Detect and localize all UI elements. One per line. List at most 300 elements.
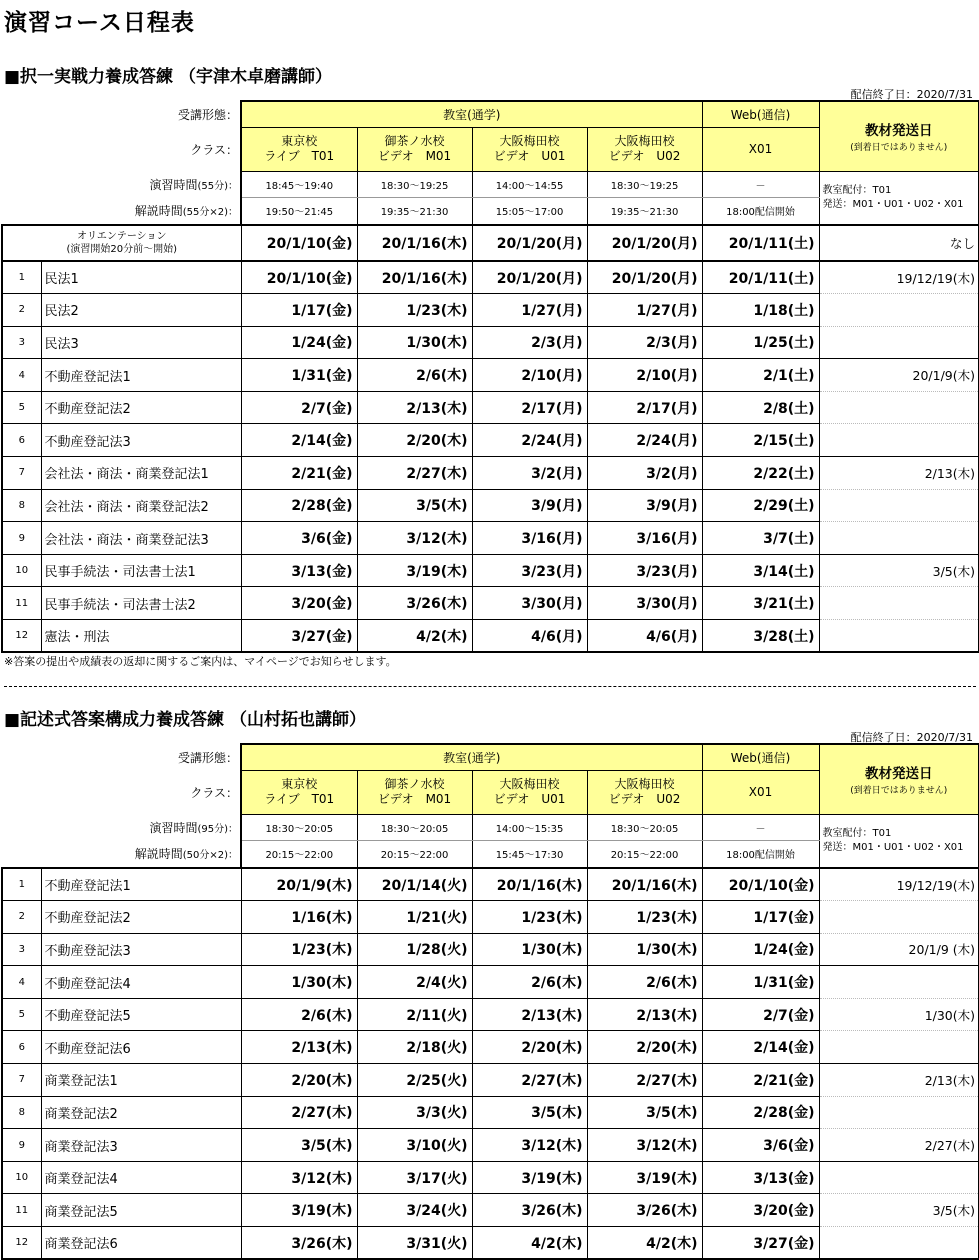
row-date: 2/20(木) <box>241 1064 357 1097</box>
row-date: 2/22(土) <box>702 457 819 490</box>
row-date: 2/27(木) <box>357 457 472 490</box>
label-explain-paren: (50分×2)： <box>182 850 239 861</box>
row-date: 3/27(金) <box>702 1227 819 1260</box>
class-header <box>702 127 819 171</box>
ship-header <box>819 101 979 171</box>
row-number: 2 <box>2 901 41 934</box>
row-date: 1/24(金) <box>702 933 819 966</box>
section-title: ■記述式答案構成力養成答練 （山村拓也講師） <box>4 710 366 730</box>
row-subject: 会社法・商法・商業登記法1 <box>41 457 241 490</box>
table-row <box>2 1194 979 1227</box>
row-date: 1/21(火) <box>357 901 472 934</box>
label-practice <box>2 814 241 840</box>
mode-web: Web(通信) <box>702 744 819 770</box>
ship-note-1: 教室配付：T01 <box>822 184 892 196</box>
class-school: 大阪梅田校 <box>499 134 560 148</box>
explain-time: 15:45～17:30 <box>472 840 587 868</box>
practice-time: 18:30～20:05 <box>357 814 472 840</box>
page-title: 演習コース日程表 <box>4 10 195 36</box>
row-date: 20/1/9(木) <box>241 868 357 901</box>
row-date: 2/27(木) <box>241 1096 357 1129</box>
mode-classroom: 教室(通学) <box>241 744 702 770</box>
row-subject: 憲法・刑法 <box>41 620 241 653</box>
row-date: 2/10(月) <box>472 359 587 392</box>
row-subject: 不動産登記法5 <box>41 998 241 1031</box>
row-subject: 不動産登記法4 <box>41 966 241 999</box>
row-subject: 商業登記法6 <box>41 1227 241 1260</box>
row-date: 3/9(月) <box>587 489 702 522</box>
label-explain <box>2 840 241 868</box>
row-date: 3/16(月) <box>472 522 587 555</box>
class-type: ライブ T01 <box>264 792 335 806</box>
row-subject: 会社法・商法・商業登記法3 <box>41 522 241 555</box>
class-school: 御茶ノ水校 <box>384 134 445 148</box>
orientation-ship: なし <box>819 225 979 261</box>
row-date: 3/26(木) <box>241 1227 357 1260</box>
row-date: 3/26(木) <box>357 587 472 620</box>
row-date: 1/31(金) <box>241 359 357 392</box>
row-date: 3/2(月) <box>587 457 702 490</box>
row-date: 3/5(木) <box>241 1129 357 1162</box>
row-date: 2/10(月) <box>587 359 702 392</box>
table-row <box>2 1129 979 1162</box>
row-date: 2/20(木) <box>472 1031 587 1064</box>
class-header <box>357 770 472 814</box>
practice-time: 18:30～19:25 <box>357 171 472 197</box>
row-date: 2/28(金) <box>702 1096 819 1129</box>
row-number: 10 <box>2 554 41 587</box>
row-ship-date: 19/12/19(木) <box>819 261 979 294</box>
practice-time: 14:00～15:35 <box>472 814 587 840</box>
class-school: 東京校 <box>281 134 318 148</box>
delivery-end-date: 配信終了日：2020/7/31 <box>850 88 973 101</box>
row-date: 3/5(木) <box>472 1096 587 1129</box>
row-date: 2/21(金) <box>241 457 357 490</box>
practice-time: － <box>702 171 819 197</box>
table-row <box>2 261 979 294</box>
row-date: 2/6(木) <box>472 966 587 999</box>
row-subject: 不動産登記法3 <box>41 933 241 966</box>
row-date: 2/4(火) <box>357 966 472 999</box>
row-ship-date <box>819 1227 979 1260</box>
row-ship-date <box>819 424 979 457</box>
row-subject: 不動産登記法2 <box>41 391 241 424</box>
row-number: 7 <box>2 1064 41 1097</box>
row-subject: 不動産登記法3 <box>41 424 241 457</box>
explain-time: 19:35～21:30 <box>357 197 472 225</box>
table-row <box>2 1031 979 1064</box>
row-ship-date <box>819 489 979 522</box>
row-date: 3/19(木) <box>357 554 472 587</box>
ship-header-title: 教材発送日 <box>865 123 933 140</box>
row-ship-date: 3/5(木) <box>819 1194 979 1227</box>
practice-time: 14:00～14:55 <box>472 171 587 197</box>
row-date: 1/23(木) <box>357 294 472 327</box>
row-date: 2/27(木) <box>587 1064 702 1097</box>
table-row <box>2 998 979 1031</box>
row-date: 3/14(土) <box>702 554 819 587</box>
row-ship-date <box>819 326 979 359</box>
row-date: 2/8(土) <box>702 391 819 424</box>
row-subject: 民法3 <box>41 326 241 359</box>
row-date: 2/6(木) <box>241 998 357 1031</box>
row-date: 1/25(土) <box>702 326 819 359</box>
table-row <box>2 1096 979 1129</box>
row-subject: 商業登記法5 <box>41 1194 241 1227</box>
row-date: 1/23(木) <box>587 901 702 934</box>
row-date: 2/27(木) <box>472 1064 587 1097</box>
class-school: 大阪梅田校 <box>614 777 675 791</box>
row-date: 20/1/16(木) <box>587 868 702 901</box>
row-date: 2/20(木) <box>587 1031 702 1064</box>
row-number: 9 <box>2 522 41 555</box>
row-date: 2/18(火) <box>357 1031 472 1064</box>
row-date: 20/1/10(金) <box>702 868 819 901</box>
label-class: クラス： <box>190 142 239 157</box>
row-subject: 会社法・商法・商業登記法2 <box>41 489 241 522</box>
row-date: 1/30(木) <box>357 326 472 359</box>
row-date: 20/1/10(金) <box>241 261 357 294</box>
orientation-date: 20/1/20(月) <box>472 225 587 261</box>
row-number: 11 <box>2 587 41 620</box>
row-number: 8 <box>2 1096 41 1129</box>
row-ship-date: 20/1/9(木) <box>819 359 979 392</box>
label-explain <box>2 197 241 225</box>
row-ship-date <box>819 522 979 555</box>
row-ship-date <box>819 587 979 620</box>
row-date: 3/24(火) <box>357 1194 472 1227</box>
table-row <box>2 522 979 555</box>
row-number: 12 <box>2 620 41 653</box>
row-ship-date <box>819 1031 979 1064</box>
label-practice <box>2 171 241 197</box>
class-header <box>472 127 587 171</box>
row-date: 3/21(土) <box>702 587 819 620</box>
row-date: 2/17(月) <box>472 391 587 424</box>
row-date: 3/12(木) <box>241 1161 357 1194</box>
row-date: 3/30(月) <box>472 587 587 620</box>
row-date: 2/3(月) <box>587 326 702 359</box>
class-school: 東京校 <box>281 777 318 791</box>
table-row <box>2 391 979 424</box>
table-row <box>2 620 979 653</box>
row-date: 3/26(木) <box>587 1194 702 1227</box>
orientation-date: 20/1/20(月) <box>587 225 702 261</box>
row-ship-date: 1/30(木) <box>819 998 979 1031</box>
orientation-date: 20/1/11(土) <box>702 225 819 261</box>
ship-note-2: 発送：M01・U01・U02・X01 <box>822 198 964 210</box>
table-row <box>2 868 979 901</box>
row-ship-date <box>819 966 979 999</box>
row-date: 20/1/14(火) <box>357 868 472 901</box>
row-ship-date: 2/27(木) <box>819 1129 979 1162</box>
row-number: 3 <box>2 326 41 359</box>
row-date: 2/13(木) <box>587 998 702 1031</box>
row-date: 3/13(金) <box>702 1161 819 1194</box>
ship-header-note: (到着日ではありません) <box>850 143 948 154</box>
row-date: 1/30(木) <box>241 966 357 999</box>
section-divider <box>4 686 976 687</box>
explain-time: 19:35～21:30 <box>587 197 702 225</box>
row-date: 3/9(月) <box>472 489 587 522</box>
row-date: 2/7(金) <box>241 391 357 424</box>
row-date: 3/23(月) <box>472 554 587 587</box>
label-practice-paren: (55分)： <box>197 180 239 192</box>
row-subject: 不動産登記法6 <box>41 1031 241 1064</box>
class-header <box>357 127 472 171</box>
table-row <box>2 424 979 457</box>
row-date: 2/6(木) <box>587 966 702 999</box>
row-date: 3/26(木) <box>472 1194 587 1227</box>
row-ship-date <box>819 1096 979 1129</box>
row-subject: 商業登記法1 <box>41 1064 241 1097</box>
orientation-sub: (演習開始20分前～開始) <box>66 244 178 255</box>
row-date: 20/1/16(木) <box>357 261 472 294</box>
ship-distribution-note <box>819 814 979 868</box>
row-date: 2/24(月) <box>472 424 587 457</box>
label-practice-paren: (95分)： <box>197 823 239 835</box>
row-subject: 商業登記法4 <box>41 1161 241 1194</box>
explain-time: 18:00配信開始 <box>702 840 819 868</box>
row-number: 7 <box>2 457 41 490</box>
row-date: 3/6(金) <box>702 1129 819 1162</box>
row-date: 3/12(木) <box>587 1129 702 1162</box>
table-row <box>2 554 979 587</box>
explain-time: 15:05～17:00 <box>472 197 587 225</box>
row-date: 2/11(火) <box>357 998 472 1031</box>
row-date: 20/1/11(土) <box>702 261 819 294</box>
class-header <box>587 770 702 814</box>
row-ship-date: 2/13(木) <box>819 1064 979 1097</box>
row-number: 12 <box>2 1227 41 1260</box>
table-row <box>2 489 979 522</box>
class-header <box>241 770 357 814</box>
explain-time: 18:00配信開始 <box>702 197 819 225</box>
row-date: 3/31(火) <box>357 1227 472 1260</box>
row-date: 3/3(火) <box>357 1096 472 1129</box>
row-date: 2/24(月) <box>587 424 702 457</box>
table-row <box>2 901 979 934</box>
row-number: 3 <box>2 933 41 966</box>
orientation-label <box>2 225 241 261</box>
table-row <box>2 933 979 966</box>
row-date: 3/12(木) <box>357 522 472 555</box>
ship-distribution-note <box>819 171 979 225</box>
row-number: 1 <box>2 868 41 901</box>
ship-header-title: 教材発送日 <box>865 766 933 783</box>
class-school: 大阪梅田校 <box>614 134 675 148</box>
row-number: 2 <box>2 294 41 327</box>
table-row <box>2 359 979 392</box>
row-date: 1/27(月) <box>587 294 702 327</box>
row-number: 1 <box>2 261 41 294</box>
row-date: 3/10(火) <box>357 1129 472 1162</box>
row-date: 2/17(月) <box>587 391 702 424</box>
row-date: 2/14(金) <box>702 1031 819 1064</box>
row-subject: 不動産登記法1 <box>41 359 241 392</box>
row-number: 6 <box>2 1031 41 1064</box>
row-date: 2/20(木) <box>357 424 472 457</box>
class-type: ライブ T01 <box>264 149 335 163</box>
class-school: X01 <box>748 784 773 799</box>
class-header <box>472 770 587 814</box>
row-date: 2/25(火) <box>357 1064 472 1097</box>
table-row <box>2 294 979 327</box>
row-date: 3/6(金) <box>241 522 357 555</box>
row-date: 1/23(木) <box>241 933 357 966</box>
label-explain-paren: (55分×2)： <box>182 207 239 218</box>
explain-time: 19:50～21:45 <box>241 197 357 225</box>
row-date: 20/1/20(月) <box>587 261 702 294</box>
practice-time: 18:30～20:05 <box>241 814 357 840</box>
row-date: 1/28(火) <box>357 933 472 966</box>
class-school: 御茶ノ水校 <box>384 777 445 791</box>
row-ship-date: 20/1/9 (木) <box>819 933 979 966</box>
row-date: 3/19(木) <box>587 1161 702 1194</box>
row-date: 3/5(木) <box>587 1096 702 1129</box>
label-mode: 受講形態： <box>178 107 239 122</box>
row-date: 3/20(金) <box>241 587 357 620</box>
row-date: 3/27(金) <box>241 620 357 653</box>
row-date: 3/28(土) <box>702 620 819 653</box>
row-date: 20/1/20(月) <box>472 261 587 294</box>
row-subject: 不動産登記法1 <box>41 868 241 901</box>
explain-time: 20:15～22:00 <box>241 840 357 868</box>
row-date: 3/16(月) <box>587 522 702 555</box>
orientation-date: 20/1/10(金) <box>241 225 357 261</box>
row-date: 1/17(金) <box>702 901 819 934</box>
row-subject: 民法1 <box>41 261 241 294</box>
row-number: 11 <box>2 1194 41 1227</box>
row-subject: 民事手続法・司法書士法2 <box>41 587 241 620</box>
row-date: 2/14(金) <box>241 424 357 457</box>
table-row <box>2 457 979 490</box>
table-row <box>2 1227 979 1260</box>
row-ship-date: 3/5(木) <box>819 554 979 587</box>
table-row <box>2 1161 979 1194</box>
ship-note-1: 教室配付：T01 <box>822 827 892 839</box>
row-date: 1/18(土) <box>702 294 819 327</box>
label-explain-text: 解説時間 <box>134 204 183 218</box>
row-date: 3/30(月) <box>587 587 702 620</box>
row-date: 20/1/16(木) <box>472 868 587 901</box>
schedule-table-1 <box>1 100 979 653</box>
row-date: 1/16(木) <box>241 901 357 934</box>
row-subject: 商業登記法2 <box>41 1096 241 1129</box>
row-date: 4/6(月) <box>587 620 702 653</box>
practice-time: 18:45～19:40 <box>241 171 357 197</box>
row-number: 8 <box>2 489 41 522</box>
row-date: 1/30(木) <box>587 933 702 966</box>
label-practice-text: 演習時間 <box>149 820 198 835</box>
row-subject: 商業登記法3 <box>41 1129 241 1162</box>
row-ship-date <box>819 1161 979 1194</box>
row-number: 10 <box>2 1161 41 1194</box>
row-date: 3/17(火) <box>357 1161 472 1194</box>
table-row <box>2 326 979 359</box>
row-number: 5 <box>2 998 41 1031</box>
row-number: 4 <box>2 359 41 392</box>
row-date: 2/28(金) <box>241 489 357 522</box>
label-practice-text: 演習時間 <box>149 177 198 192</box>
row-ship-date <box>819 620 979 653</box>
row-date: 4/2(木) <box>472 1227 587 1260</box>
row-date: 3/19(木) <box>472 1161 587 1194</box>
row-date: 1/24(金) <box>241 326 357 359</box>
row-subject: 不動産登記法2 <box>41 901 241 934</box>
row-ship-date: 19/12/19(木) <box>819 868 979 901</box>
class-type: ビデオ U02 <box>608 149 681 163</box>
explain-time: 20:15～22:00 <box>587 840 702 868</box>
row-date: 2/13(木) <box>357 391 472 424</box>
row-date: 1/31(金) <box>702 966 819 999</box>
ship-note-2: 発送：M01・U01・U02・X01 <box>822 841 964 853</box>
row-ship-date <box>819 391 979 424</box>
row-date: 2/13(木) <box>241 1031 357 1064</box>
table-row <box>2 1064 979 1097</box>
label-mode: 受講形態： <box>178 750 239 765</box>
schedule-table-2 <box>1 743 979 1260</box>
orientation-date: 20/1/16(木) <box>357 225 472 261</box>
row-date: 3/20(金) <box>702 1194 819 1227</box>
row-date: 3/7(土) <box>702 522 819 555</box>
row-date: 2/21(金) <box>702 1064 819 1097</box>
class-type: ビデオ M01 <box>377 149 452 163</box>
row-date: 3/13(金) <box>241 554 357 587</box>
row-date: 2/7(金) <box>702 998 819 1031</box>
row-date: 2/13(木) <box>472 998 587 1031</box>
row-date: 2/6(木) <box>357 359 472 392</box>
row-ship-date <box>819 294 979 327</box>
row-ship-date: 2/13(木) <box>819 457 979 490</box>
row-date: 3/23(月) <box>587 554 702 587</box>
row-date: 2/29(土) <box>702 489 819 522</box>
row-number: 5 <box>2 391 41 424</box>
row-date: 3/2(月) <box>472 457 587 490</box>
table-row <box>2 587 979 620</box>
delivery-end-date: 配信終了日：2020/7/31 <box>850 731 973 744</box>
row-date: 1/27(月) <box>472 294 587 327</box>
row-date: 2/3(月) <box>472 326 587 359</box>
row-subject: 民事手続法・司法書士法1 <box>41 554 241 587</box>
ship-header <box>819 744 979 814</box>
class-type: ビデオ U01 <box>493 149 566 163</box>
class-type: ビデオ M01 <box>377 792 452 806</box>
row-date: 1/30(木) <box>472 933 587 966</box>
row-number: 6 <box>2 424 41 457</box>
orientation-title: オリエンテーション <box>77 231 167 242</box>
label-explain-text: 解説時間 <box>134 847 183 861</box>
row-date: 2/15(土) <box>702 424 819 457</box>
mode-web: Web(通信) <box>702 101 819 127</box>
row-number: 9 <box>2 1129 41 1162</box>
row-date: 2/1(土) <box>702 359 819 392</box>
ship-header-note: (到着日ではありません) <box>850 786 948 797</box>
row-date: 4/2(木) <box>587 1227 702 1260</box>
mode-classroom: 教室(通学) <box>241 101 702 127</box>
class-type: ビデオ U01 <box>493 792 566 806</box>
row-date: 1/17(金) <box>241 294 357 327</box>
row-date: 3/19(木) <box>241 1194 357 1227</box>
class-school: 大阪梅田校 <box>499 777 560 791</box>
row-date: 4/6(月) <box>472 620 587 653</box>
class-type: ビデオ U02 <box>608 792 681 806</box>
label-class: クラス： <box>190 785 239 800</box>
footnote: ※答案の提出や成績表の返却に関するご案内は、マイページでお知らせします。 <box>4 655 397 668</box>
row-date: 1/23(木) <box>472 901 587 934</box>
row-ship-date <box>819 901 979 934</box>
class-school: X01 <box>748 141 773 156</box>
